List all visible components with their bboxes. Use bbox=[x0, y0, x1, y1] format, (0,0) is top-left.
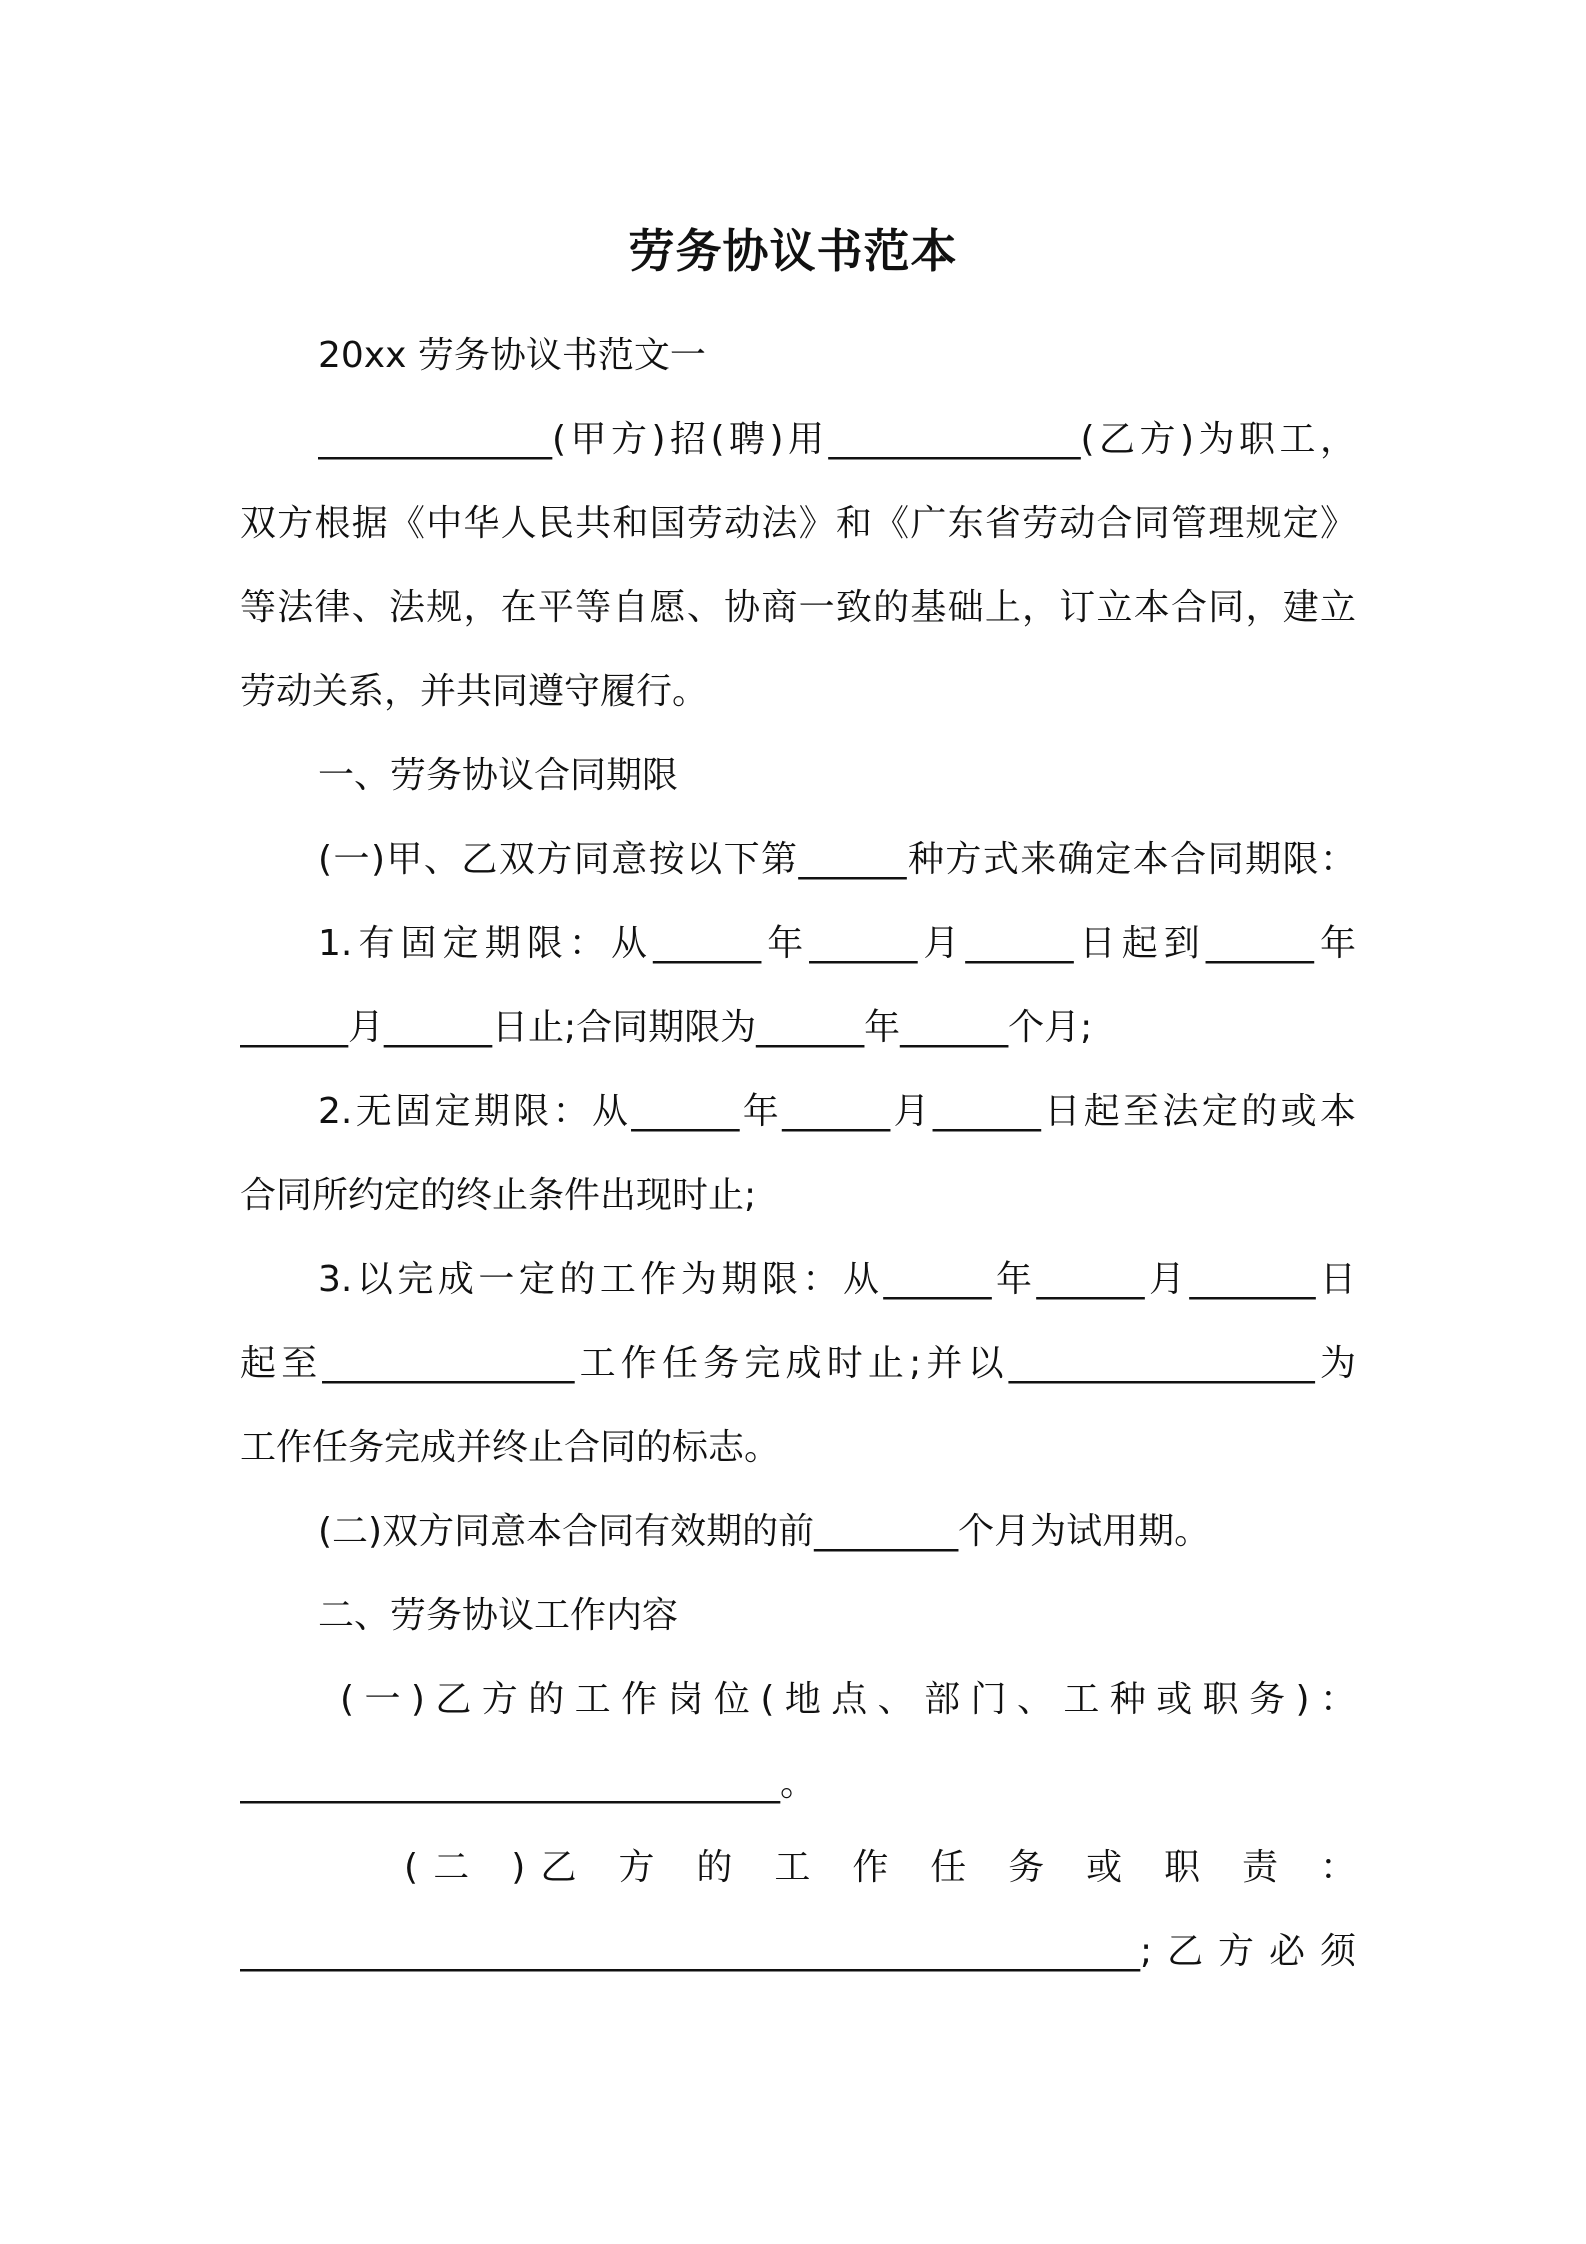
document-line-20: __________________________________________________;乙方必须 bbox=[240, 1931, 1356, 1972]
section-heading-2: 二、劳务协议工作内容 bbox=[318, 1595, 679, 1636]
document-line-5: 劳动关系，并共同遵守履行。 bbox=[240, 671, 709, 712]
document-line-9: ______月______日止;合同期限为______年______个月; bbox=[240, 1007, 1093, 1048]
document-line-1: 20xx 劳务协议书范文一 bbox=[318, 335, 706, 376]
document-line-18: ______________________________。 bbox=[240, 1763, 816, 1804]
document-title: 劳务协议书范本 bbox=[628, 224, 958, 278]
document-line-19: (二 )乙 方 的 工 作 任 务 或 职 责 ： bbox=[404, 1847, 1356, 1888]
document-line-13: 起至______________工作任务完成时止;并以_________________为 bbox=[240, 1343, 1356, 1384]
document-line-3: 双方根据《中华人民共和国劳动法》和《广东省劳动合同管理规定》 bbox=[240, 503, 1356, 544]
section-heading-1: 一、劳务协议合同期限 bbox=[318, 755, 679, 796]
document-line-7: (一)甲、乙双方同意按以下第______种方式来确定本合同期限： bbox=[318, 839, 1356, 880]
document-line-14: 工作任务完成并终止合同的标志。 bbox=[240, 1427, 781, 1468]
document-line-8: 1.有固定期限：从______年______月______日起到______年 bbox=[318, 923, 1356, 964]
document-line-17: (一)乙方的工作岗位(地点、部门、工种或职务)： bbox=[340, 1679, 1356, 1720]
document-line-11: 合同所约定的终止条件出现时止; bbox=[240, 1175, 757, 1216]
document-line-2: _____________(甲方)招(聘)用______________(乙方)为职工， bbox=[318, 419, 1356, 460]
document-line-4: 等法律、法规，在平等自愿、协商一致的基础上，订立本合同，建立 bbox=[240, 587, 1356, 628]
document-line-12: 3.以完成一定的工作为期限：从______年______月_______日 bbox=[318, 1259, 1356, 1300]
document-line-10: 2.无固定期限：从______年______月______日起至法定的或本 bbox=[318, 1091, 1356, 1132]
document-line-15: (二)双方同意本合同有效期的前________个月为试用期。 bbox=[318, 1511, 1211, 1552]
